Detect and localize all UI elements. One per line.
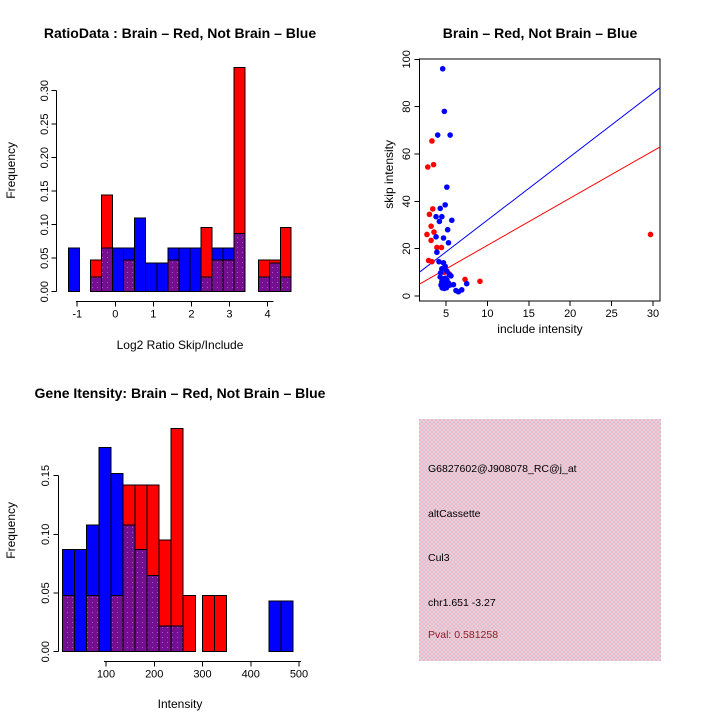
histogram-bar-blue	[146, 263, 157, 292]
scatter-point-red	[429, 259, 435, 265]
histogram-bar-blue	[87, 525, 99, 595]
x-axis-tick-label: 0	[112, 308, 119, 321]
x-axis-label: Intensity	[157, 697, 203, 711]
x-axis-tick-label: 2	[188, 308, 195, 321]
histogram-bar-red	[171, 429, 183, 626]
histogram-bar-overlap	[123, 525, 135, 652]
y-axis-tick-label: 0.20	[39, 146, 51, 169]
histogram-bar-red	[201, 227, 212, 277]
histogram-bar-blue	[190, 248, 201, 292]
histogram-bar-blue	[111, 473, 123, 595]
x-axis-tick-label: 10	[481, 307, 494, 320]
gene-info-panel	[360, 360, 720, 720]
histogram-bar-overlap	[269, 263, 280, 292]
scatter-point-blue	[437, 206, 443, 212]
y-axis-tick-label: 0.00	[39, 280, 51, 303]
histogram-bar-overlap	[159, 626, 171, 652]
x-axis-tick-label: 400	[241, 668, 260, 681]
scatter-point-red	[425, 164, 431, 170]
splice-type-text: altCassette	[428, 508, 481, 520]
scatter-point-red	[428, 223, 434, 229]
histogram-bar-blue	[135, 218, 146, 292]
scatter-point-blue	[449, 217, 455, 223]
x-axis-label: include intensity	[497, 322, 583, 336]
scatter-point-blue	[444, 184, 450, 190]
y-axis-tick-label: 60	[401, 147, 413, 161]
scatter-point-blue	[442, 202, 448, 208]
histogram-bar-overlap	[102, 248, 113, 292]
y-axis-label: Frequency	[4, 142, 18, 199]
scatter-svg	[360, 0, 720, 360]
histogram-bar-blue	[269, 601, 281, 651]
scatter-point-blue	[442, 109, 448, 115]
histogram-bar-blue	[68, 248, 79, 292]
histogram-bar-red	[280, 227, 291, 277]
scatter-point-blue	[437, 219, 443, 225]
x-axis-tick-label: 300	[193, 668, 212, 681]
pval-text: Pval: 0.581258	[428, 629, 499, 641]
scatter-point-blue	[439, 214, 445, 220]
scatter-point-red	[429, 138, 435, 144]
x-axis-tick-label: 100	[96, 668, 116, 681]
histogram-bar-blue	[113, 248, 124, 292]
histogram-bar-blue	[157, 263, 168, 292]
scatter-point-red	[648, 232, 654, 238]
histogram-bar-blue	[212, 248, 223, 260]
scatter-point-blue	[447, 132, 453, 138]
histogram-bar-blue	[223, 248, 234, 260]
y-axis-tick-label: 40	[401, 195, 413, 208]
chromosome-location-text: chr1.651 -3.27	[428, 597, 496, 609]
histogram-bar-overlap	[111, 595, 123, 651]
histogram-bar-red	[147, 485, 159, 575]
histogram-bar-overlap	[135, 550, 147, 652]
y-axis-label: Frequency	[4, 502, 18, 559]
x-axis-tick-label: 15	[522, 307, 535, 320]
histogram-bar-overlap	[234, 233, 245, 291]
scatter-point-blue	[464, 281, 470, 287]
x-axis-tick-label: 20	[564, 307, 577, 320]
histogram-bar-red	[203, 595, 215, 651]
scatter-title: Brain – Red, Not Brain – Blue	[442, 25, 638, 41]
scatter-point-red	[439, 245, 445, 251]
y-axis-tick-label: 0.30	[39, 79, 51, 102]
y-axis-tick-label: 0	[401, 292, 413, 300]
x-axis-tick-label: 4	[264, 308, 271, 321]
scatter-point-red	[424, 232, 430, 238]
x-axis-tick-label: -1	[72, 308, 83, 321]
y-axis-tick-label: 0.25	[39, 113, 51, 135]
gene-info-box	[419, 419, 661, 661]
y-axis-tick-label: 0.05	[39, 247, 51, 269]
histogram-bar-overlap	[168, 260, 179, 291]
x-axis-tick-label: 200	[145, 668, 164, 681]
gene-name-text: Cul3	[428, 552, 450, 564]
histogram-bar-red	[234, 67, 245, 233]
histogram-bar-red	[123, 485, 135, 525]
y-axis-tick-label: 0.15	[39, 180, 51, 202]
histogram-bar-overlap	[223, 260, 234, 291]
ratio-histogram-title: RatioData : Brain – Red, Not Brain – Blue	[43, 25, 317, 41]
y-axis-tick-label: 20	[401, 242, 413, 255]
x-axis-tick-label: 1	[150, 308, 157, 321]
histogram-bar-overlap	[258, 277, 269, 292]
histogram-bar-red	[159, 540, 171, 626]
ratio-histogram-svg	[0, 0, 360, 360]
scatter-point-blue	[444, 285, 450, 291]
histogram-bar-blue	[99, 447, 111, 651]
histogram-bar-blue	[281, 601, 293, 651]
histogram-bar-red	[258, 260, 269, 277]
x-axis-tick-label: 5	[442, 307, 450, 320]
histogram-bar-overlap	[124, 260, 135, 291]
scatter-point-blue	[448, 273, 454, 279]
histogram-bar-overlap	[171, 626, 183, 652]
histogram-bar-overlap	[147, 575, 159, 651]
probe-id-text: G6827602@J908078_RC@j_at	[428, 463, 577, 475]
histogram-bar-overlap	[201, 277, 212, 292]
histogram-bar-red	[183, 595, 195, 651]
histogram-bar-overlap	[212, 260, 223, 291]
scatter-point-blue	[445, 227, 451, 233]
y-axis-label: skip intensity	[382, 140, 396, 209]
scatter-point-blue	[459, 287, 465, 293]
histogram-bar-red	[102, 195, 113, 248]
intensity-histogram-title: Gene Itensity: Brain – Red, Not Brain – Blue	[34, 385, 326, 401]
y-axis-tick-label: 0.10	[40, 523, 52, 546]
intensity-histogram-panel	[0, 360, 360, 720]
y-axis-tick-label: 100	[401, 50, 413, 69]
histogram-bar-blue	[63, 550, 75, 596]
histogram-bar-overlap	[63, 595, 75, 651]
ratio-histogram-panel	[0, 0, 360, 360]
scatter-point-blue	[446, 240, 452, 246]
scatter-point-blue	[435, 132, 441, 138]
regression-line-blue	[419, 88, 660, 273]
y-axis-tick-label: 80	[401, 100, 413, 113]
regression-line-red	[419, 147, 660, 284]
x-axis-tick-label: 30	[646, 307, 660, 320]
histogram-bar-overlap	[91, 277, 102, 292]
scatter-point-red	[427, 212, 433, 218]
scatter-point-blue	[433, 234, 439, 240]
scatter-point-red	[430, 206, 436, 212]
histogram-bar-red	[215, 595, 227, 651]
scatter-point-red	[431, 162, 437, 168]
intensity-histogram-svg	[0, 360, 360, 720]
y-axis-tick-label: 0.15	[40, 464, 52, 487]
scatter-point-red	[428, 238, 434, 244]
x-axis-tick-label: 500	[289, 668, 309, 681]
scatter-point-red	[477, 279, 483, 285]
scatter-point-blue	[433, 214, 439, 220]
scatter-point-blue	[434, 249, 440, 255]
y-axis-tick-label: 0.05	[40, 582, 52, 604]
y-axis-tick-label: 0.00	[40, 640, 52, 663]
scatter-point-blue	[440, 66, 446, 72]
histogram-bar-overlap	[87, 595, 99, 651]
x-axis-tick-label: 25	[605, 307, 618, 320]
histogram-bar-blue	[124, 248, 135, 260]
histogram-bar-overlap	[280, 277, 291, 292]
scatter-panel	[360, 0, 720, 360]
histogram-bar-blue	[168, 248, 179, 260]
y-axis-tick-label: 0.10	[39, 213, 51, 236]
histogram-bar-blue	[75, 550, 87, 652]
scatter-point-blue	[451, 282, 457, 288]
histogram-bar-red	[91, 260, 102, 277]
histogram-bar-blue	[179, 248, 190, 292]
histogram-bar-red	[135, 485, 147, 550]
x-axis-tick-label: 3	[226, 308, 233, 321]
x-axis-label: Log2 Ratio Skip/Include	[116, 338, 244, 352]
scatter-point-blue	[441, 235, 447, 241]
